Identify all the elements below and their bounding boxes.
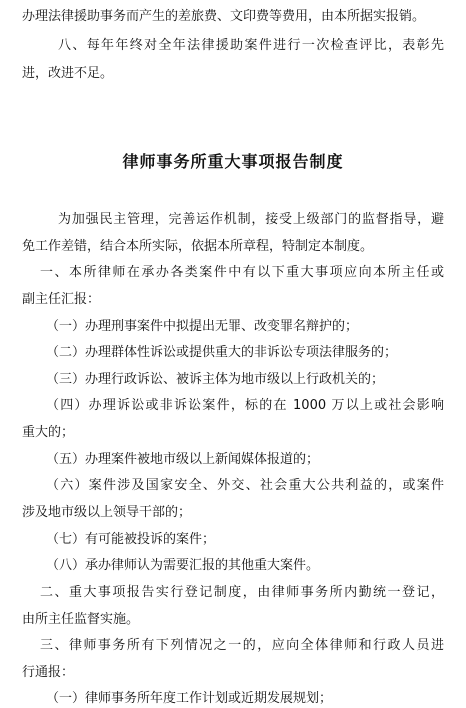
list-item-continuation: 重大的； <box>22 425 75 440</box>
intro-line-2: 免工作差错，结合本所实际，依据本所章程，特制定本制度。 <box>22 239 374 254</box>
document-title: 律师事务所重大事项报告制度 <box>122 152 344 171</box>
intro-line-1: 为加强民主管理，完善运作机制，接受上级部门的监督指导，避 <box>58 212 444 227</box>
list-item: （六）案件涉及国家安全、外交、社会重大公共利益的，或案件 <box>46 478 444 493</box>
section-3-line-1: 三、律师事务所有下列情况之一的，应向全体律师和行政人员进 <box>40 638 444 653</box>
section-1-heading-line-2: 副主任汇报： <box>22 292 101 307</box>
prev-section-line: 办理法律援助事务而产生的差旅费、文印费等费用，由本所据实报销。 <box>22 9 426 24</box>
list-item: （一）律师事务所年度工作计划或近期发展规划； <box>46 691 333 706</box>
list-item: （五）办理案件被地市级以上新闻媒体报道的； <box>46 452 320 467</box>
prev-item-8-line-1: 八、每年年终对全年法律援助案件进行一次检查评比，表彰先 <box>58 38 444 53</box>
list-item-continuation: 涉及地市级以上领导干部的； <box>22 505 192 520</box>
section-2-line-2: 由所主任监督实施。 <box>22 612 140 627</box>
section-3-line-2: 行通报： <box>22 665 75 680</box>
list-item: （八）承办律师认为需要汇报的其他重大案件。 <box>46 558 320 573</box>
section-2-line-1: 二、重大事项报告实行登记制度，由律师事务所内勤统一登记， <box>40 585 444 600</box>
list-item: （七）有可能被投诉的案件； <box>46 532 216 547</box>
list-item: （一）办理刑事案件中拟提出无罪、改变罪名辩护的； <box>46 319 359 334</box>
list-item: （四）办理诉讼或非诉讼案件，标的在 1000 万以上或社会影响 <box>46 398 444 413</box>
list-item: （二）办理群体性诉讼或提供重大的非诉讼专项法律服务的； <box>46 345 398 360</box>
prev-item-8-line-2: 进，改进不足。 <box>22 66 114 81</box>
list-item: （三）办理行政诉讼、被诉主体为地市级以上行政机关的； <box>46 372 385 387</box>
section-1-heading-line-1: 一、本所律师在承办各类案件中有以下重大事项应向本所主任或 <box>40 265 444 280</box>
